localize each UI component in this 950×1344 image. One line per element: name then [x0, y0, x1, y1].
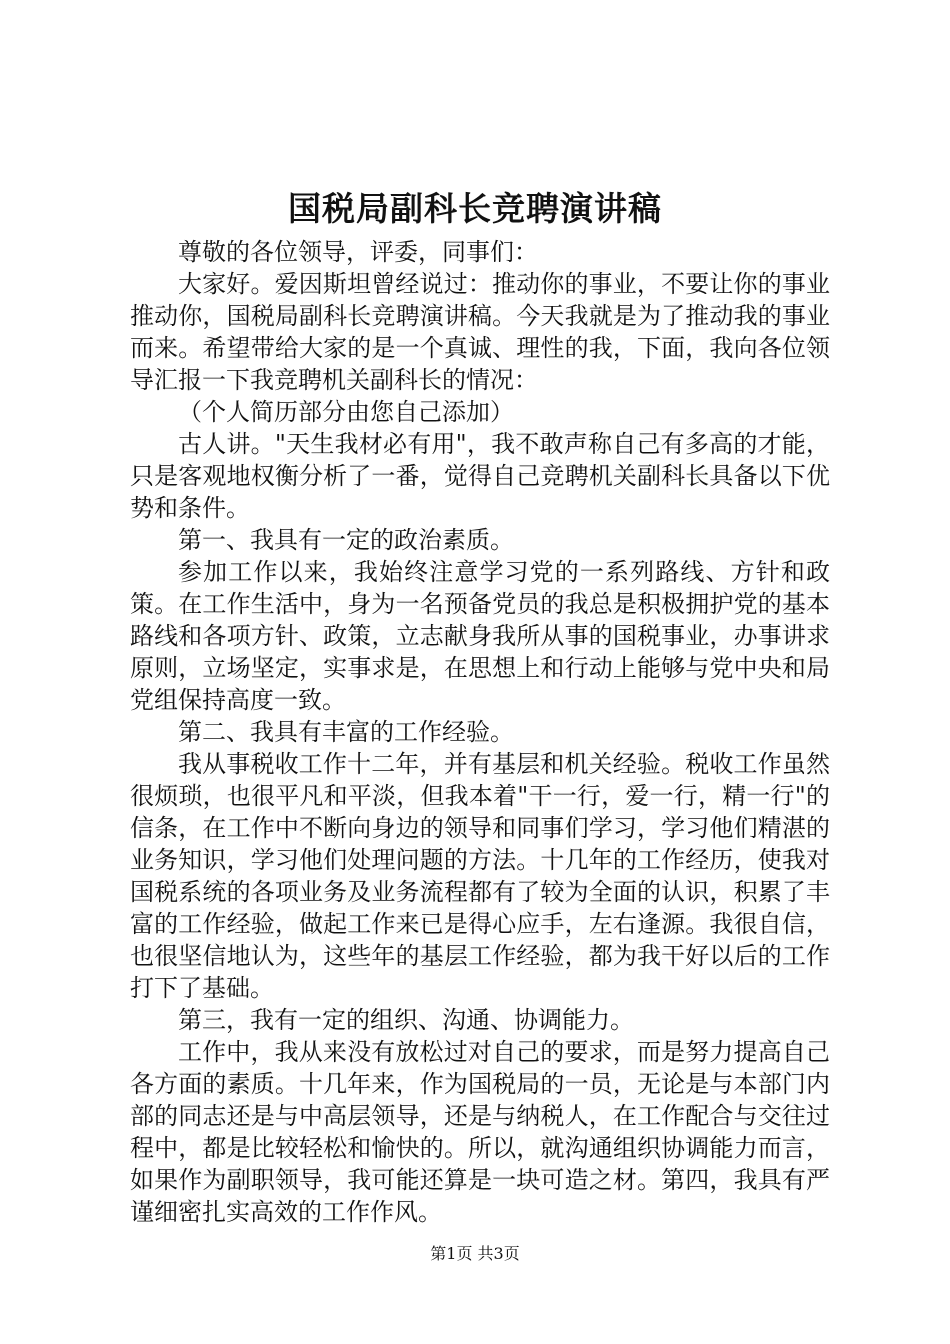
heading-second-point: 第二、我具有丰富的工作经验。: [178, 718, 514, 746]
page-title: 国税局副科长竞聘演讲稿: [288, 189, 662, 228]
paragraph-opening: 大家好。爱因斯坦曾经说过：推动你的事业，不要让你的事业推动你，国税局副科长竞聘演讲稿。今天我就是为了推动我的事业而来。希望带给大家的是一个真诚、理性的我，下面，我向各位领导汇报一下我竞聘机关副科长的情况：: [130, 270, 830, 394]
page-number-footer: 第1页 共3页: [430, 1244, 520, 1263]
document-body: [130, 236, 830, 1228]
paragraph-advantages-intro: 古人讲。"天生我材必有用"，我不敢声称自己有多高的才能，只是客观地权衡分析了一番，觉得自己竞聘机关副科长具备以下优势和条件。: [130, 430, 830, 522]
heading-first-point: 第一、我具有一定的政治素质。: [178, 526, 514, 554]
paragraph-salutation: 尊敬的各位领导，评委，同事们：: [178, 238, 538, 266]
paragraph-political-quality: 参加工作以来，我始终注意学习党的一系列路线、方针和政策。在工作生活中，身为一名预备党员的我总是积极拥护党的基本路线和各项方针、政策，立志献身我所从事的国税事业，办事讲求原则，立场坚定，实事求是，在思想上和行动上能够与党中央和局党组保持高度一致。: [130, 558, 830, 714]
paragraph-coordination-ability: 工作中，我从来没有放松过对自己的要求，而是努力提高自己各方面的素质。十几年来，作为国税局的一员，无论是与本部门内部的同志还是与中高层领导，还是与纳税人，在工作配合与交往过程中，都是比较轻松和愉快的。所以，就沟通组织协调能力而言，如果作为副职领导，我可能还算是一块可造之材。第四，我具有严谨细密扎实高效的工作作风。: [130, 1038, 830, 1226]
heading-third-point: 第三，我有一定的组织、沟通、协调能力。: [178, 1006, 634, 1034]
paragraph-resume-note: （个人简历部分由您自己添加）: [178, 398, 514, 426]
paragraph-work-experience: 我从事税收工作十二年，并有基层和机关经验。税收工作虽然很烦琐，也很平凡和平淡，但我本着"干一行，爱一行，精一行"的信条，在工作中不断向身边的领导和同事们学习，学习他们精湛的业务知识，学习他们处理问题的方法。十几年的工作经历，使我对国税系统的各项业务及业务流程都有了较为全面的认识，积累了丰富的工作经验，做起工作来已是得心应手，左右逢源。我很自信，也很坚信地认为，这些年的基层工作经验，都为我干好以后的工作打下了基础。: [130, 750, 830, 1002]
